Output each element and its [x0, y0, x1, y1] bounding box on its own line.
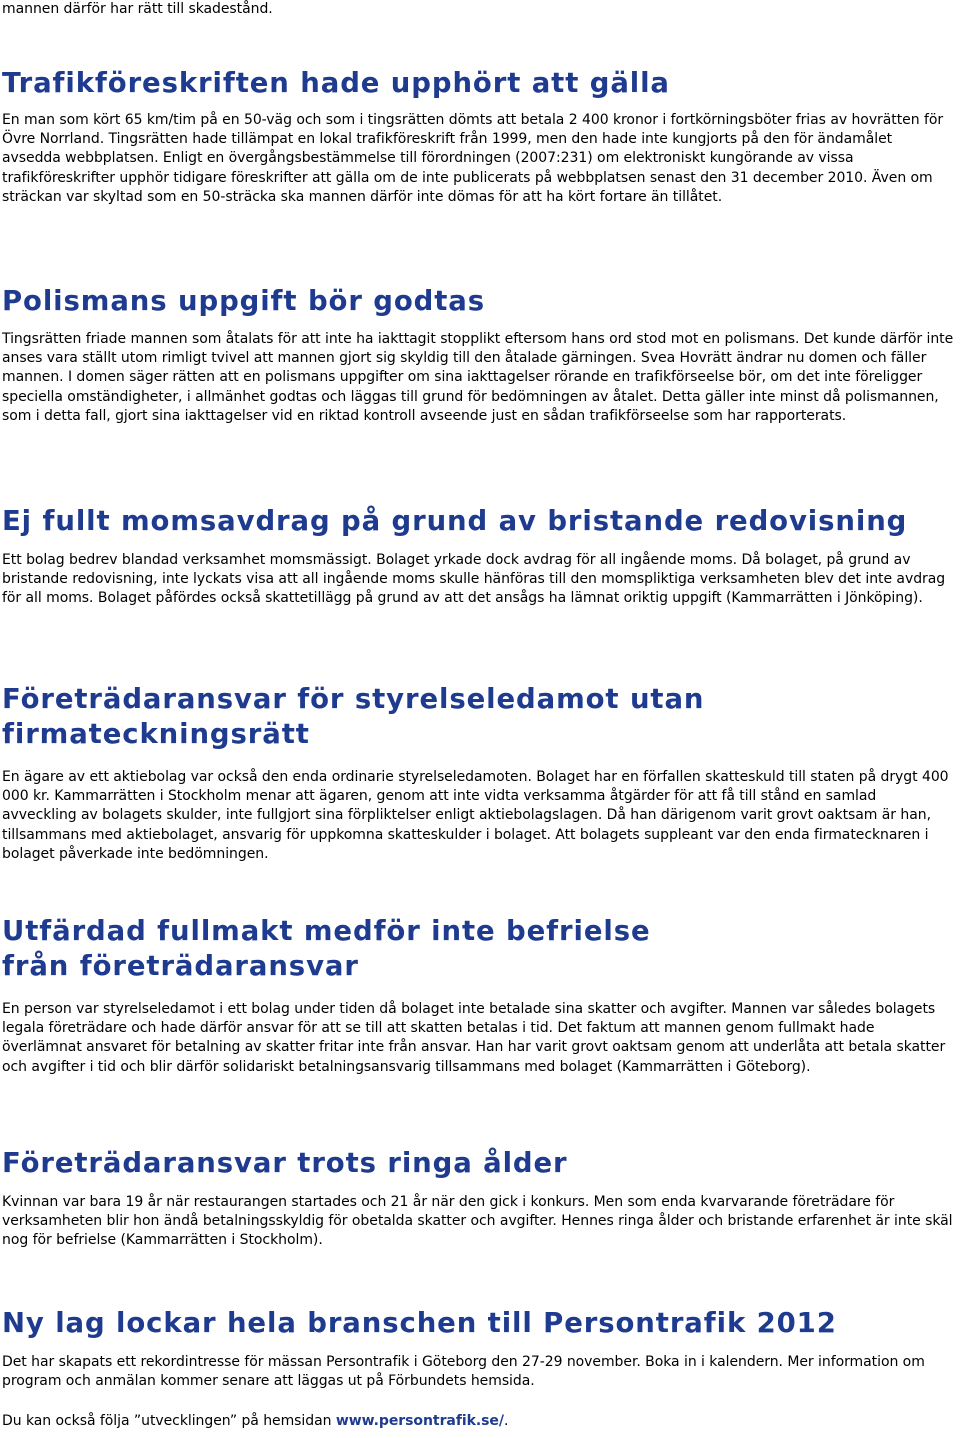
section-body: En ägare av ett aktiebolag var också den enda ordinarie styrelseledamoten. Bolaget har en förfallen skatteskuld till staten på drygt 400 000 kr. Kammarrätten i Stockholm menar att ägaren, genom att inte vidta verksamma åtgärder för att få till stånd en samlad avveckling av bolagets skulder, inte fullgjort sina förpliktelser enligt aktiebolagslagen. Då han därigenom varit grovt oaktsam är han, tillsammans med aktiebolaget, ansvarig för uppkomna skatteskulder i bolaget. Att bolagets suppleant var den enda firmatecknaren i bolaget påverkade inte bedömningen.	[2, 769, 949, 862]
footer-block	[2, 1412, 954, 1431]
section-traffic-regulation	[2, 66, 954, 207]
section-heading: Företrädaransvar för styrelseledamot utan firmateckningsrätt	[2, 683, 705, 750]
section-heading: Utfärdad fullmakt medför inte befrielse från företrädaransvar	[2, 915, 651, 982]
section-body: En person var styrelseledamot i ett bolag under tiden då bolaget inte betalade sina skatter och avgifter. Mannen var således bolagets legala företrädare och hade därför ansvar för att se till att skatten betalas i tid. Det faktum att mannen genom fullmakt hade överlämnat ansvaret för betalning av skatter fritar inte från ansvar. Han har varit grovt oaktsam genom att underlåta att betala skatter och avgifter i tid och blir därför solidariskt betalningsansvarig tillsammans med bolaget (Kammarrätten i Göteborg).	[2, 1001, 946, 1075]
section-body: Kvinnan var bara 19 år när restaurangen startades och 21 år när den gick i konkurs. Men som enda kvarvarande företrädare för verksamheten blir hon ändå betalningsskyldig för obetalda skatter och avgifter. Hennes ringa ålder och bristande erfarenhet är inte skäl nog för befrielse (Kammarrätten i Stockholm).	[2, 1194, 953, 1249]
footer-text: Du kan också följa ”utvecklingen” på hemsidan	[2, 1413, 336, 1429]
section-body: Ett bolag bedrev blandad verksamhet momsmässigt. Bolaget yrkade dock avdrag för all ingående moms. Då bolaget, på grund av bristande redovisning, inte lyckats visa att all ingående moms skulle hänföras till den momspliktiga verksamheten blev det inte avdrag för all moms. Bolaget påfördes också skattetillägg på grund av att det ansågs ha lämnat oriktig uppgift (Kammarrätten i Jönköping).	[2, 552, 946, 607]
section-heading: Ej fullt momsavdrag på grund av bristande redovisning	[2, 505, 908, 537]
section-young-age-liability	[2, 1146, 954, 1251]
section-heading: Företrädaransvar trots ringa ålder	[2, 1147, 568, 1179]
section-body: Det har skapats ett rekordintresse för mässan Persontrafik i Göteborg den 27-29 november. Boka in i kalendern. Mer information om program och anmälan kommer senare att läggas ut på Förbundets hemsida.	[2, 1354, 925, 1390]
section-persontrafik-2012	[2, 1306, 954, 1391]
section-board-member-liability	[2, 682, 954, 864]
website-link[interactable]: www.persontrafik.se/	[335, 1413, 504, 1429]
section-body: Tingsrätten friade mannen som åtalats för att inte ha iakttagit stopplikt eftersom hans ord stod mot en polismans. Det kunde därför inte anses vara ställt utom rimligt tvivel att mannen gjort sig skyldig till den åtalade gärningen. Svea Hovrätt ändrar nu domen och fäller mannen. I domen säger rätten att en polismans uppgifter om sina iakttagelser rörande en trafikförseelse bör, om det inte föreligger speciella omständigheter, i allmänhet godtas och läggas till grund för bedömningen av åtalet. Detta gäller inte minst då polismannen, som i detta fall, gjort sina iakttagelser vid en riktad kontroll avseende just en sådan trafikförseelse som har rapporterats.	[2, 331, 954, 424]
section-vat-deduction	[2, 504, 954, 609]
section-heading: Polismans uppgift bör godtas	[2, 285, 485, 317]
section-police-statement	[2, 284, 954, 426]
section-body: En man som kört 65 km/tim på en 50-väg och som i tingsrätten dömts att betala 2 400 kronor i fortkörningsböter frias av hovrätten för Övre Norrland. Tingsrätten hade tillämpat en lokal trafikföreskrift från 1999, men den hade inte kungjorts på den för ändamålet avsedda webbplatsen. Enligt en övergångsbestämmelse till förordningen (2007:231) om elektroniskt kungörande av vissa trafikföreskrifter upphör tidigare föreskrifter att gälla om de inte publicerats på webbplatsen senast den 31 december 2010. Även om sträckan var skyltad som en 50-sträcka ska mannen därför inte dömas för att ha kört fortare än tillåtet.	[2, 112, 944, 205]
footer-paragraph	[2, 1412, 954, 1431]
intro-block	[2, 0, 954, 19]
footer-period: .	[503, 1413, 509, 1429]
section-heading: Trafikföreskriften hade upphört att gälla	[2, 67, 670, 99]
section-heading: Ny lag lockar hela branschen till Persontrafik 2012	[2, 1307, 837, 1339]
section-power-of-attorney	[2, 914, 954, 1077]
intro-paragraph: mannen därför har rätt till skadestånd.	[2, 1, 273, 17]
